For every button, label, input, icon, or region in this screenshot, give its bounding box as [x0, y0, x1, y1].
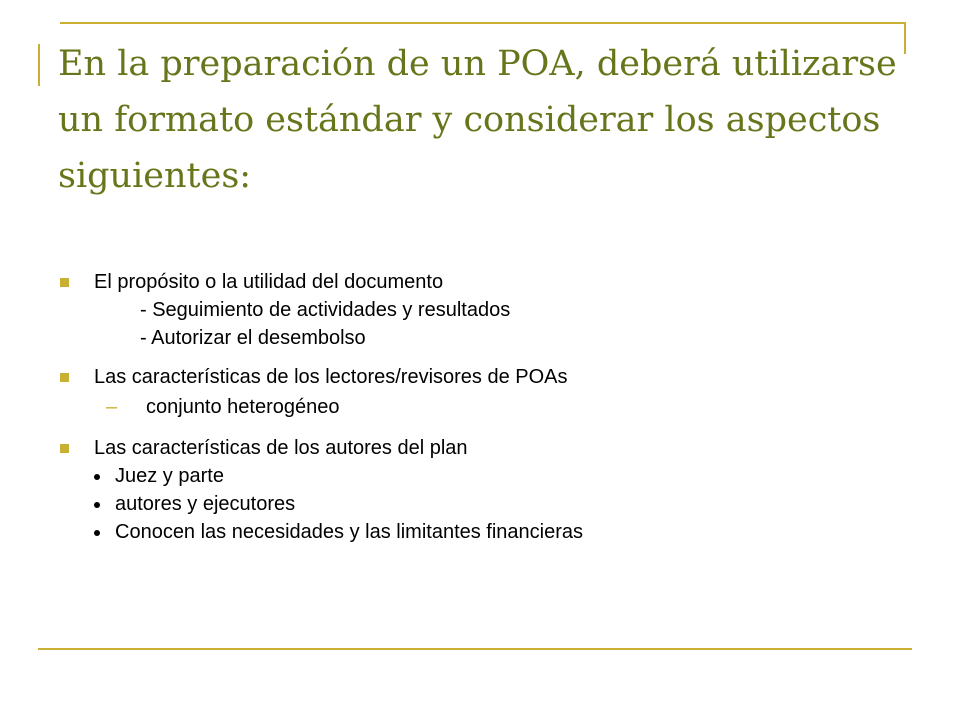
bullet-text: Las características de los autores del plan: [94, 437, 468, 459]
dot-bullet-icon: [94, 502, 100, 508]
sub-item-text: Conocen las necesidades y las limitantes financieras: [115, 521, 584, 543]
bullet-item-lectores: [58, 363, 918, 423]
sub-item-desembolso: - Autorizar el desembolso: [140, 327, 366, 349]
sub-item-seguimiento: - Seguimiento de actividades y resultados: [140, 299, 511, 321]
square-bullet-icon: [60, 373, 69, 382]
slide-title: En la preparación de un POA, deberá utilizarse un formato estándar y considerar los aspectos siguientes:: [58, 44, 897, 196]
bullet-text: El propósito o la utilidad del documento: [94, 271, 444, 293]
left-accent-rule: [38, 44, 40, 86]
top-accent-rule: [60, 22, 906, 24]
sub-item-juez: [94, 462, 918, 490]
square-bullet-icon: [60, 444, 69, 453]
sub-item-text: autores y ejecutores: [115, 493, 296, 515]
dash-bullet-icon: –: [106, 396, 118, 418]
sub-item-autores-ejecutores: [94, 490, 918, 518]
sub-item-text: Juez y parte: [115, 465, 224, 487]
bullet-item-proposito: [58, 268, 918, 352]
sub-item-text: conjunto heterogéneo: [146, 396, 340, 418]
bullet-list: [58, 268, 918, 557]
sub-item-necesidades: [94, 518, 918, 546]
sub-item-heterogeneo: [94, 391, 918, 423]
square-bullet-icon: [60, 278, 69, 287]
bullet-text: Las características de los lectores/revisores de POAs: [94, 366, 568, 388]
bullet-item-autores: [58, 434, 918, 546]
right-accent-rule: [904, 22, 906, 54]
dot-bullet-icon: [94, 474, 100, 480]
dot-bullet-icon: [94, 530, 100, 536]
bottom-accent-rule: [38, 648, 912, 650]
